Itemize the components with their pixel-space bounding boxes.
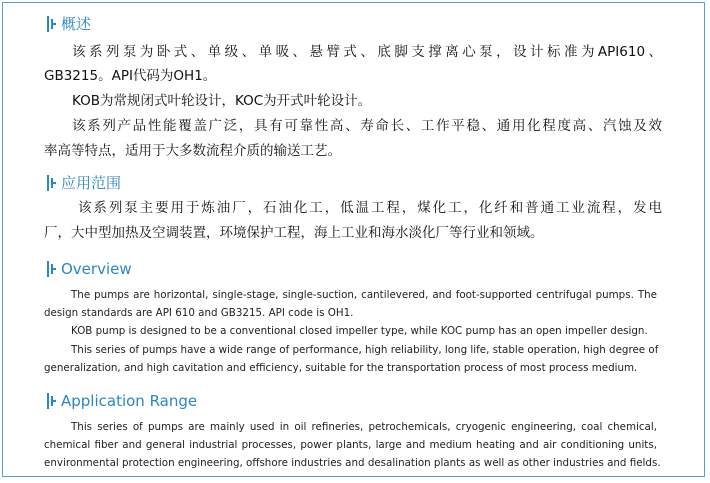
heading-title: Application Range [61, 392, 198, 410]
paragraph-line: environmental protection engineering, offshore industries and desalination plants as well as other industries and fields. [44, 457, 661, 469]
paragraph-line: generalization, and high cavitation and efficiency, suitable for the transportation process of most process medium. [44, 362, 638, 374]
heading-marker-icon [46, 175, 57, 191]
section-heading-application-en [46, 392, 197, 410]
paragraph-line: This series of pumps are mainly used in oil refineries, petrochemicals, cryogenic engineering, coal chemical, [71, 421, 657, 433]
paragraph-line: chemical fiber and general industrial processes, power plants, large and medium heating and air conditioning units, [44, 439, 657, 451]
paragraph-line: design standards are API 610 and GB3215. API code is OH1. [44, 307, 354, 319]
heading-marker-icon [46, 261, 57, 277]
section-heading-overview-en [46, 260, 132, 278]
section-heading-overview-cn [46, 13, 91, 34]
heading-title: 应用范围 [61, 174, 122, 192]
paragraph-line: The pumps are horizontal, single-stage, single-suction, cantilevered, and foot-supported centrifugal pumps. The [71, 289, 657, 301]
paragraph-line: GB3215。API代码为OH1。 [44, 68, 217, 84]
heading-title: Overview [61, 260, 132, 278]
paragraph-line: 率高等特点，适用于大多数流程介质的输送工艺。 [44, 143, 341, 159]
paragraph-line: 该系列泵为卧式、单级、单吸、悬臂式、底脚支撑离心泵，设计标准为API610、 [72, 44, 662, 60]
paragraph-line: 该系列泵主要用于炼油厂，石油化工，低温工程，煤化工，化纤和普通工业流程，发电 [78, 200, 662, 216]
heading-marker-icon [46, 16, 57, 32]
heading-title: 概述 [61, 15, 92, 33]
paragraph-line: This series of pumps have a wide range of performance, high reliability, long life, stable operation, high degree of [71, 344, 659, 356]
paragraph-line: KOB pump is designed to be a conventional closed impeller type, while KOC pump has an open impeller design. [71, 325, 648, 337]
paragraph-line: KOB为常规闭式叶轮设计，KOC为开式叶轮设计。 [72, 93, 372, 109]
paragraph-line: 厂，大中型加热及空调装置，环境保护工程，海上工业和海水淡化厂等行业和领域。 [44, 225, 544, 241]
section-heading-application-cn [46, 172, 121, 193]
paragraph-line: 该系列产品性能覆盖广泛，具有可靠性高、寿命长、工作平稳、通用化程度高、汽蚀及效 [72, 118, 662, 134]
heading-marker-icon [46, 393, 57, 409]
